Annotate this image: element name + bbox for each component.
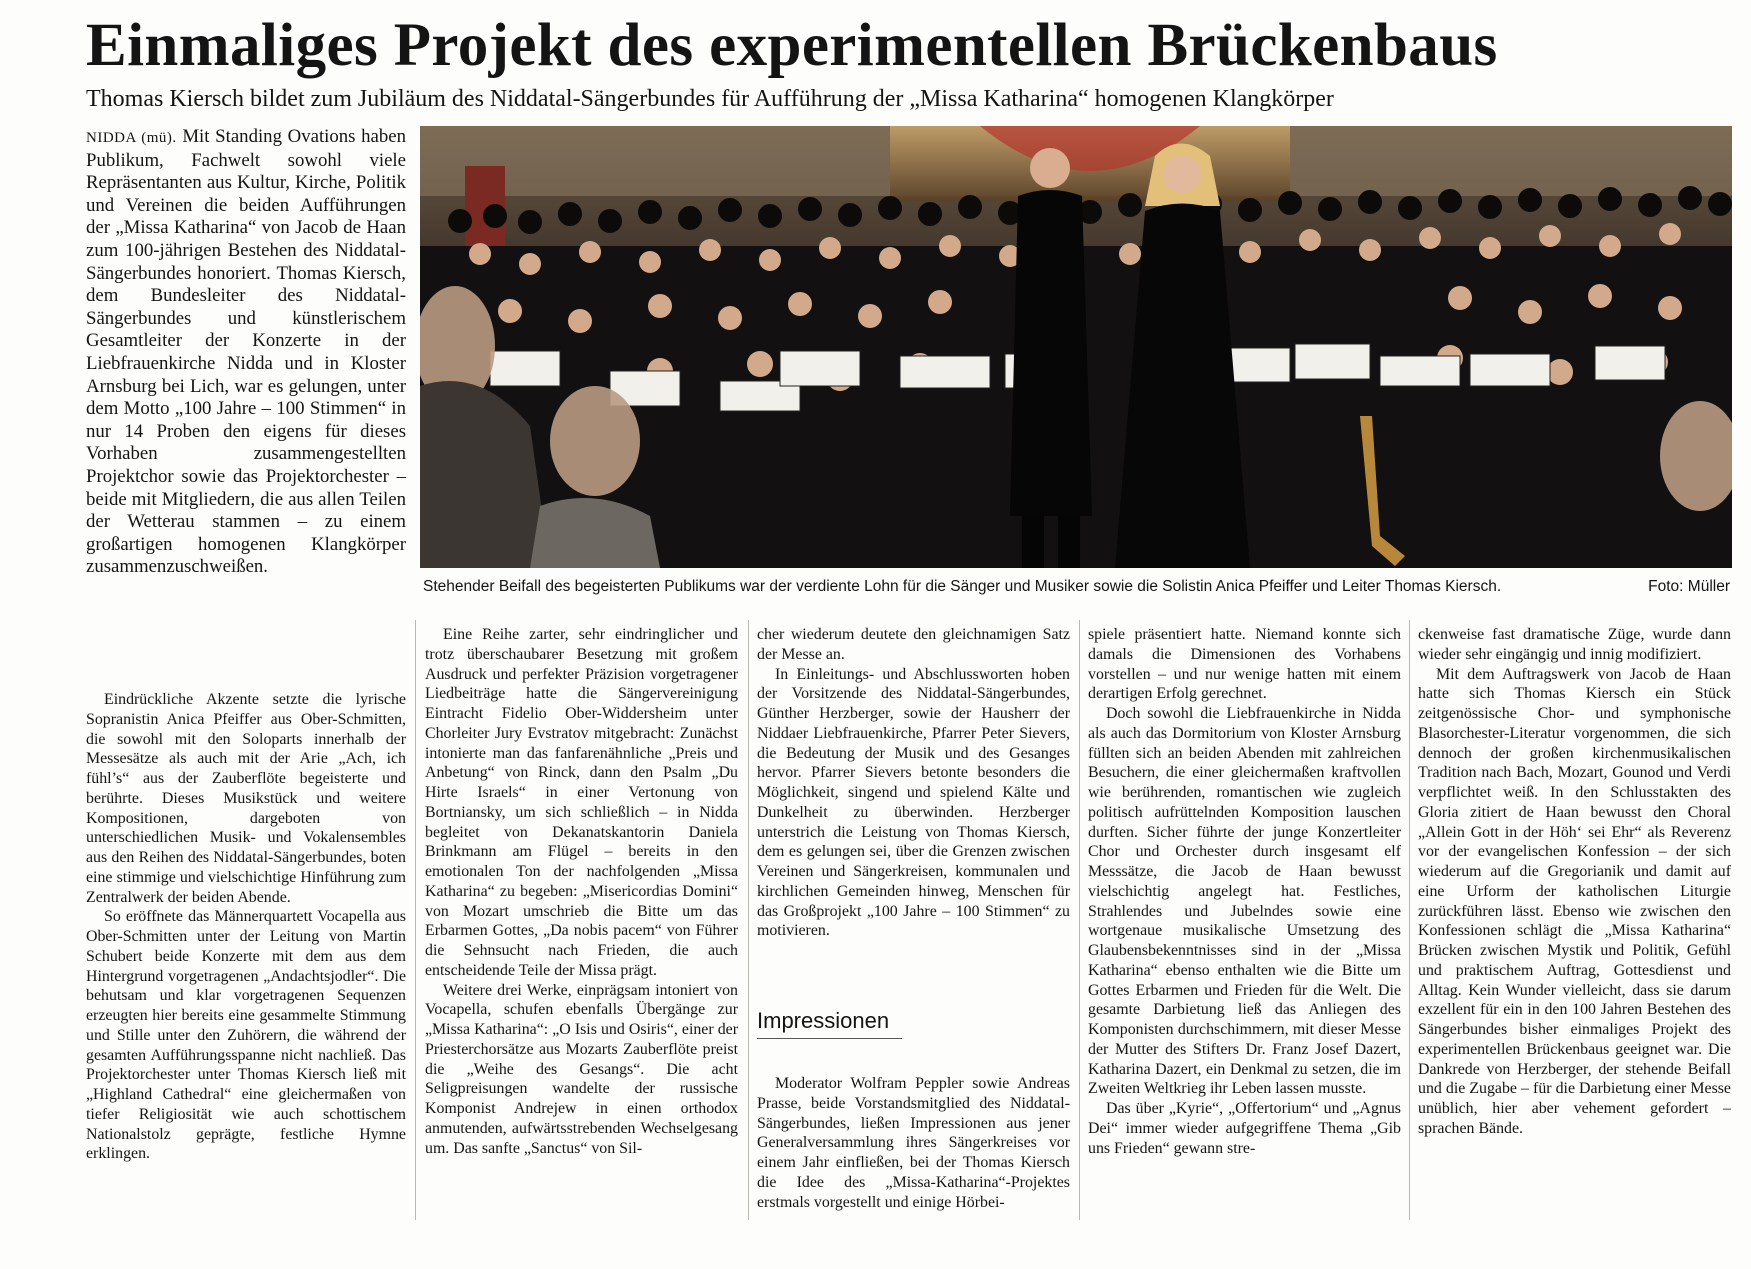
paragraph: So eröffnete das Männerquartett Vocapella aus Ober-Schmitten unter der Leitung von Martin Schubert beide Konzerte mit dem aus dem Hintergrund vorgetragenen „Andachtsjodler“. Die behutsam und klar vorgetragenen Sequenzen erzeugten hier bereits eine gesammelte Stimmung und Stille unter den Zuhörern, die während der gesamten Aufführungsspanne nicht nachließ. Das Projektorchester unter Thomas Kiersch ließ mit „Highland Cathedral“ eine gleichermaßen von tiefer Religiosität wie auch schottischem Nationalstolz geprägte, festliche Hymne erklingen. xyxy=(86,908,406,1163)
impressions-section xyxy=(757,1074,1070,1212)
body-column-5 xyxy=(1418,625,1731,1139)
paragraph: Weitere drei Werke, einprägsam intoniert von Vocapella, schufen ebenfalls Übergänge zur „Missa Katharina“: „O Isis und Osiris“, einer der Priesterchorsätze aus Mozarts Zauberflöte preist die „Weihe des Gesangs“. Die acht Seligpreisungen wandelte der russische Komponist Andrejew in einen orthodox anmutenden, aufwärtsstrebenden Wechselgesang um. Das sanfte „Sanctus“ von Sil- xyxy=(425,981,738,1157)
column-rule xyxy=(748,620,749,1220)
body-column-3 xyxy=(757,625,1070,1211)
paragraph: Moderator Wolfram Peppler sowie Andreas Prasse, beide Vorstandsmitglied des Niddatal-Sängerbundes, ließen Impressionen aus jener Generalversammlung ihres Sängerkreises vor einem Jahr einfließen, bei der Thomas Kiersch die Idee des „Missa-Katharina“-Projektes erstmals vorgestellt und einige Hörbei- xyxy=(757,1075,1070,1211)
column-rule xyxy=(1409,620,1410,1220)
body-column-1 xyxy=(86,690,406,1164)
headline: Einmaliges Projekt des experimentellen Brückenbaus xyxy=(86,12,1498,79)
body-column-2 xyxy=(425,625,738,1158)
paragraph: Eine Reihe zarter, sehr eindringlicher und trotz überschaubarer Besetzung mit großem Ausdruck und perfekter Präzision vorgetragener Liedbeiträge hatte die Sängervereinigung Eintracht Fidelio Ober-Widdersheim unter Chorleiter Jury Evstratov mitgebracht: Zunächst intonierte man das fanfarenähnliche „Preis und Anbetung“ von Rinck, dann den Psalm „Du Hirte Israels“ in einer Vertonung von Bortniansky, um sich schließlich – in Nidda begleitet von Dekanatskantorin Daniela Brinkmann am Flügel – bereits in den emotionalen Ton der nachfolgenden „Missa Katharina“ zu begeben: „Misericordias Domini“ von Mozart umschrieb die Bitte um das Erbarmen Gottes, „Da nobis pacem“ von Führer die Sehnsucht nach Frieden, die auch entscheidende Teile der Missa prägt. xyxy=(425,626,738,979)
lead-paragraph xyxy=(86,126,406,579)
paragraph: cher wiederum deutete den gleichnamigen Satz der Messe an. xyxy=(757,626,1070,663)
heading-underline xyxy=(757,1038,902,1039)
impressions-heading: Impressionen xyxy=(757,1008,890,1033)
dateline: NIDDA (mü). xyxy=(86,130,177,146)
column-rule xyxy=(1079,620,1080,1220)
subheadline: Thomas Kiersch bildet zum Jubiläum des Niddatal-Sängerbundes für Aufführung der „Missa Katharina“ homogenen Klangkörper xyxy=(86,86,1334,112)
concert-photo xyxy=(420,126,1732,568)
paragraph: Mit dem Auftragswerk von Jacob de Haan hatte sich Thomas Kiersch ein Stück zeitgenössische Chor- und symphonische Blasorchester-Literatur vorgenommen, die sich dennoch der großen kirchenmusikalischen Tradition nach Bach, Mozart, Gounod und Verdi verpflichtet weiß. In den Schlusstakten des Gloria zitiert de Haan bewusst den Choral „Allein Gott in der Höh‘ sei Ehr“ als Reverenz vor der evangelischen Konfession – der sich wiederum auf die Gregorianik und damit auf eine Urform der katholischen Liturgie zurückführen lässt. Ebenso wie zwischen den Konfessionen schlägt die „Missa Katharina“ Brücken zwischen Mystik und Politik, Gefühl und praktischem Auftrag, Gottesdienst und Alltag. Kein Wunder vielleicht, dass sie darum exzellent für ein in den 100 Jahren Bestehen des Sängerbundes bisher einmaliges Projekt des experimentellen Brückenbaus geeignet war. Die Dankrede von Herzberger, der stehende Beifall und die Zugabe – für die Darbietung einer Messe unüblich, hier aber vehement gefordert – sprachen Bände. xyxy=(1418,665,1731,1137)
paragraph: Eindrückliche Akzente setzte die lyrische Sopranistin Anica Pfeiffer aus Ober-Schmitten, die sowohl mit den Soloparts innerhalb der Messesätze als auch mit der Arie „Ach, ich fühl’s“ aus der Zauberflöte begeisterte und berührte. Dieses Musikstück und weitere Kompositionen, dargeboten von unterschiedlichen Musik- und Vokalensembles aus den Reihen des Niddatal-Sängerbundes, boten eine stimmige und vielschichtige Hinführung zum Zentralwerk der beiden Abende. xyxy=(86,691,406,906)
paragraph: spiele präsentiert hatte. Niemand konnte sich damals die Dimensionen des Vorhabens vorstellen – und nur wenige hatten mit einem derartigen Erfolg gerechnet. xyxy=(1088,626,1401,703)
paragraph: ckenweise fast dramatische Züge, wurde dann wieder sehr eingängig und innig modifiziert. xyxy=(1418,626,1731,663)
concert-photo-illustration xyxy=(420,126,1732,568)
photo-caption: Stehender Beifall des begeisterten Publikums war der verdiente Lohn für die Sänger und Musiker sowie die Solistin Anica Pfeiffer und Leiter Thomas Kiersch. xyxy=(423,578,1502,595)
paragraph: In Einleitungs- und Abschlussworten hoben der Vorsitzende des Niddatal-Sängerbundes, Günther Herzberger, sowie der Hausherr der Niddaer Liebfrauenkirche, Pfarrer Peter Sievers, die Bedeutung der Musik und des Gesanges hervor. Pfarrer Sievers betonte besonders die Möglichkeit, singend und spielend Kälte und Dunkelheit zu überwinden. Herzberger unterstrich die Leistung von Thomas Kiersch, dem es gelungen sei, über die Grenzen zwischen Vereinen und Sängerkreisen, kommunalen und kirchlichen Gemeinden hinweg, Menschen für das Großprojekt „100 Jahre – 100 Stimmen“ zu motivieren. xyxy=(757,665,1070,940)
photo-credit: Foto: Müller xyxy=(1648,578,1730,595)
lead-text: Mit Standing Ovations haben Publikum, Fachwelt sowohl viele Repräsentanten aus Kultur, Kirche, Politik und Vereinen die beiden Aufführungen der „Missa Katharina“ von Jacob de Haan zum 100-jährigen Bestehen des Niddatal-Sängerbundes honoriert. Thomas Kiersch, dem Bundesleiter des Niddatal-Sängerbundes und künstlerischem Gesamtleiter der Konzerte in der Liebfrauenkirche Nidda und in Kloster Arnsburg bei Lich, war es gelungen, unter dem Motto „100 Jahre – 100 Stimmen“ in nur 14 Proben den eigens für dieses Vorhaben zusammengestellten Projektchor sowie das Projektorchester – beide mit Mitgliedern, die aus allen Teilen der Wetterau stammen – zu einem großartigen homogenen Klangkörper zusammenzuschweißen. xyxy=(86,126,407,578)
body-column-4 xyxy=(1088,625,1401,1158)
column-rule xyxy=(415,620,416,1220)
paragraph: Das über „Kyrie“, „Offertorium“ und „Agnus Dei“ immer wieder aufgegriffene Thema „Gib uns Frieden“ gewann stre- xyxy=(1088,1100,1401,1157)
paragraph: Doch sowohl die Liebfrauenkirche in Nidda als auch das Dormitorium von Kloster Arnsburg füllten sich an beiden Abenden mit zahlreichen Besuchern, die einer gleichermaßen kraftvollen wie berührenden, romantischen wie zugleich politisch aufrüttelnden Komposition lauschen durften. Sicher führte der junge Konzertleiter Chor und Orchester durch insgesamt elf Messsätze, die Jacob de Haan bewusst vielschichtig angelegt hat. Festliches, Strahlendes und Jubelndes sowie eine wortgenaue musikalische Umsetzung des Glaubensbekenntnisses sind in der „Missa Katharina“ ebenso enthalten wie die Bitte um Gottes Erbarmen und Frieden für die Welt. Die gesamte Darbietung ließ das Anliegen des Komponisten durchschimmern, mit dieser Messe der Mutter des Stifters Dr. Franz Josef Dazert, Katharina Dazert, ein Denkmal zu setzen, die im Zweiten Weltkrieg ihr Leben lassen musste. xyxy=(1088,705,1401,1098)
